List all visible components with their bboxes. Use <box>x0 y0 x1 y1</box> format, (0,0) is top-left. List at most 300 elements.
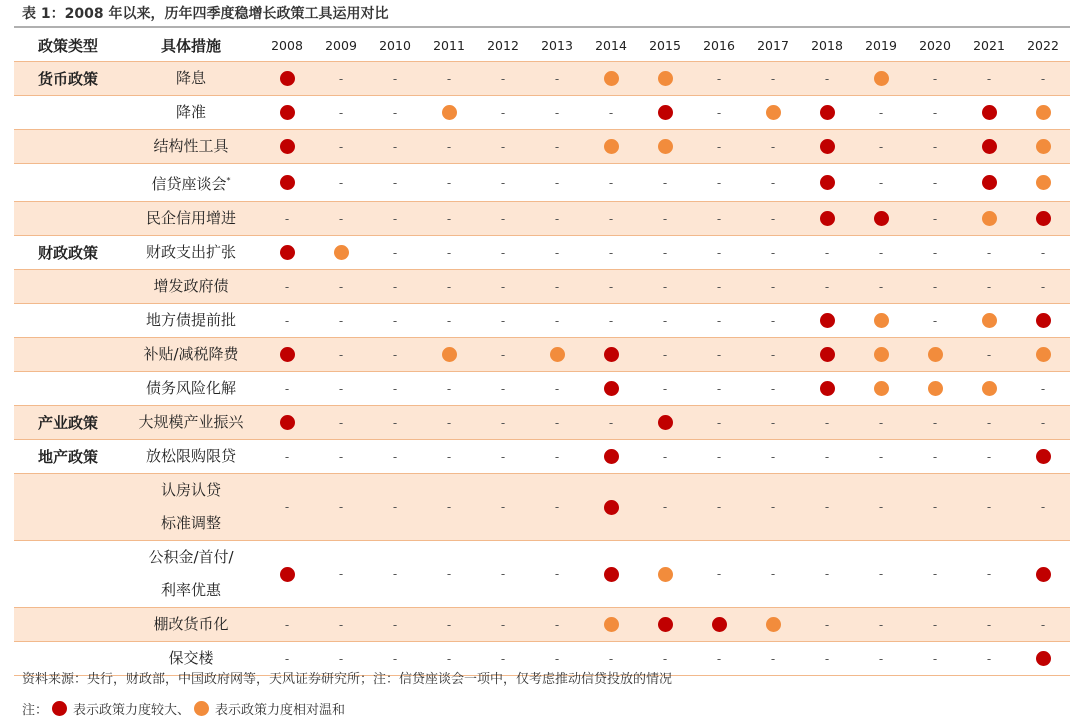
mild-policy-dot-icon <box>928 381 943 396</box>
year-cell <box>962 304 1016 338</box>
mild-policy-dot-icon <box>550 347 565 362</box>
policy-type-cell <box>14 338 122 372</box>
empty-dash: - <box>878 617 884 632</box>
empty-dash: - <box>554 449 560 464</box>
year-cell <box>692 440 746 474</box>
empty-dash: - <box>338 449 344 464</box>
policy-type-cell <box>14 164 122 202</box>
year-cell <box>260 202 314 236</box>
year-cell <box>638 130 692 164</box>
empty-dash: - <box>824 279 830 294</box>
empty-dash: - <box>716 175 722 190</box>
legend <box>22 699 345 718</box>
empty-dash: - <box>446 313 452 328</box>
year-cell <box>1016 130 1070 164</box>
legend-strong-label: 表示政策力度较大、 <box>73 703 191 718</box>
empty-dash: - <box>770 449 776 464</box>
year-cell <box>908 236 962 270</box>
year-cell <box>314 96 368 130</box>
year-cell <box>1016 406 1070 440</box>
year-cell <box>314 202 368 236</box>
mild-policy-dot-icon <box>766 617 781 632</box>
empty-dash: - <box>554 211 560 226</box>
empty-dash: - <box>716 415 722 430</box>
empty-dash: - <box>824 449 830 464</box>
year-cell <box>692 236 746 270</box>
empty-dash: - <box>554 381 560 396</box>
year-cell <box>584 304 638 338</box>
strong-policy-dot-icon <box>1036 651 1051 666</box>
empty-dash: - <box>662 347 668 362</box>
mild-policy-dot-icon <box>982 211 997 226</box>
year-cell <box>476 474 530 541</box>
year-cell <box>260 62 314 96</box>
year-cell <box>1016 96 1070 130</box>
measure-cell <box>122 130 260 164</box>
empty-dash: - <box>932 415 938 430</box>
policy-type-cell <box>14 304 122 338</box>
year-cell <box>368 270 422 304</box>
empty-dash: - <box>392 211 398 226</box>
mild-policy-dot-icon <box>658 567 673 582</box>
strong-policy-dot-icon <box>820 381 835 396</box>
empty-dash: - <box>662 651 668 666</box>
year-cell <box>530 130 584 164</box>
measure-cell <box>122 236 260 270</box>
empty-dash: - <box>1040 245 1046 260</box>
mild-policy-dot-icon <box>604 617 619 632</box>
empty-dash: - <box>608 175 614 190</box>
mild-policy-dot-icon <box>442 347 457 362</box>
empty-dash: - <box>770 279 776 294</box>
empty-dash: - <box>770 567 776 581</box>
empty-dash: - <box>446 500 452 514</box>
year-cell <box>1016 474 1070 541</box>
strong-policy-dot-icon <box>280 415 295 430</box>
empty-dash: - <box>500 500 506 514</box>
year-cell <box>962 541 1016 608</box>
table-row <box>14 372 1070 406</box>
empty-dash: - <box>338 313 344 328</box>
mild-policy-dot-icon <box>766 105 781 120</box>
legend-mild-dot-icon <box>194 701 209 716</box>
header-year: 2014 <box>584 29 638 62</box>
year-cell <box>908 338 962 372</box>
year-cell <box>476 440 530 474</box>
empty-dash: - <box>446 567 452 581</box>
empty-dash: - <box>500 71 506 86</box>
empty-dash: - <box>716 381 722 396</box>
year-cell <box>530 474 584 541</box>
year-cell <box>422 236 476 270</box>
year-cell <box>476 372 530 406</box>
policy-type-cell: 财政政策 <box>14 236 122 270</box>
year-cell <box>422 541 476 608</box>
empty-dash: - <box>392 381 398 396</box>
empty-dash: - <box>392 313 398 328</box>
year-cell <box>638 236 692 270</box>
year-cell <box>692 304 746 338</box>
empty-dash: - <box>392 105 398 120</box>
year-cell <box>260 406 314 440</box>
year-cell <box>530 372 584 406</box>
empty-dash: - <box>716 449 722 464</box>
table-row <box>14 304 1070 338</box>
year-cell <box>584 372 638 406</box>
year-cell <box>422 130 476 164</box>
empty-dash: - <box>716 313 722 328</box>
year-cell <box>800 130 854 164</box>
empty-dash: - <box>392 651 398 666</box>
year-cell <box>854 304 908 338</box>
year-cell <box>908 96 962 130</box>
empty-dash: - <box>878 245 884 260</box>
legend-prefix: 注： <box>22 703 49 718</box>
year-cell <box>962 164 1016 202</box>
empty-dash: - <box>554 245 560 260</box>
year-cell <box>422 202 476 236</box>
empty-dash: - <box>662 211 668 226</box>
year-cell <box>530 96 584 130</box>
year-cell <box>584 130 638 164</box>
strong-policy-dot-icon <box>280 105 295 120</box>
empty-dash: - <box>1040 500 1046 514</box>
year-cell <box>908 642 962 676</box>
strong-policy-dot-icon <box>280 175 295 190</box>
header-year: 2021 <box>962 29 1016 62</box>
policy-type-cell: 货币政策 <box>14 62 122 96</box>
empty-dash: - <box>662 313 668 328</box>
year-cell <box>368 96 422 130</box>
mild-policy-dot-icon <box>874 381 889 396</box>
table-row <box>14 338 1070 372</box>
year-cell <box>638 474 692 541</box>
year-cell <box>1016 608 1070 642</box>
header-year: 2018 <box>800 29 854 62</box>
year-cell <box>476 541 530 608</box>
empty-dash: - <box>824 500 830 514</box>
empty-dash: - <box>1040 415 1046 430</box>
year-cell <box>368 164 422 202</box>
year-cell <box>314 372 368 406</box>
legend-mild-label: 表示政策力度相对温和 <box>215 703 346 718</box>
empty-dash: - <box>1040 617 1046 632</box>
year-cell <box>692 202 746 236</box>
empty-dash: - <box>986 279 992 294</box>
year-cell <box>800 270 854 304</box>
measure-label: 信贷座谈会 <box>151 175 227 193</box>
year-cell <box>422 338 476 372</box>
empty-dash: - <box>392 415 398 430</box>
year-cell <box>314 270 368 304</box>
empty-dash: - <box>392 139 398 154</box>
year-cell <box>314 130 368 164</box>
year-cell <box>530 236 584 270</box>
mild-policy-dot-icon <box>334 245 349 260</box>
empty-dash: - <box>446 651 452 666</box>
year-cell <box>746 62 800 96</box>
mild-policy-dot-icon <box>982 381 997 396</box>
year-cell <box>260 304 314 338</box>
empty-dash: - <box>608 415 614 430</box>
year-cell <box>530 304 584 338</box>
year-cell <box>260 236 314 270</box>
strong-policy-dot-icon <box>604 347 619 362</box>
empty-dash: - <box>554 175 560 190</box>
year-cell <box>854 236 908 270</box>
empty-dash: - <box>554 617 560 632</box>
empty-dash: - <box>392 279 398 294</box>
year-cell <box>314 338 368 372</box>
year-cell <box>746 608 800 642</box>
year-cell <box>638 372 692 406</box>
year-cell <box>800 338 854 372</box>
mild-policy-dot-icon <box>604 139 619 154</box>
mild-policy-dot-icon <box>1036 105 1051 120</box>
year-cell <box>584 202 638 236</box>
empty-dash: - <box>500 279 506 294</box>
measure-label: 民企信用增进 <box>145 209 236 227</box>
year-cell <box>638 304 692 338</box>
measure-cell <box>122 338 260 372</box>
empty-dash: - <box>1040 71 1046 86</box>
measure-label: 放松限购限贷 <box>145 447 236 465</box>
empty-dash: - <box>878 139 884 154</box>
year-cell <box>800 236 854 270</box>
year-cell <box>746 202 800 236</box>
empty-dash: - <box>392 245 398 260</box>
policy-table <box>14 29 1070 676</box>
empty-dash: - <box>932 449 938 464</box>
year-cell <box>746 642 800 676</box>
year-cell <box>422 474 476 541</box>
empty-dash: - <box>608 651 614 666</box>
empty-dash: - <box>284 211 290 226</box>
policy-type-cell <box>14 202 122 236</box>
year-cell <box>530 406 584 440</box>
year-cell <box>260 474 314 541</box>
header-year: 2019 <box>854 29 908 62</box>
empty-dash: - <box>986 500 992 514</box>
year-cell <box>746 541 800 608</box>
year-cell <box>476 270 530 304</box>
strong-policy-dot-icon <box>604 500 619 515</box>
empty-dash: - <box>932 617 938 632</box>
year-cell <box>476 62 530 96</box>
year-cell <box>530 202 584 236</box>
empty-dash: - <box>932 139 938 154</box>
empty-dash: - <box>554 139 560 154</box>
year-cell <box>908 202 962 236</box>
empty-dash: - <box>392 175 398 190</box>
strong-policy-dot-icon <box>280 347 295 362</box>
year-cell <box>908 406 962 440</box>
year-cell <box>800 474 854 541</box>
empty-dash: - <box>392 567 398 581</box>
empty-dash: - <box>392 500 398 514</box>
empty-dash: - <box>554 567 560 581</box>
empty-dash: - <box>932 211 938 226</box>
year-cell <box>368 130 422 164</box>
year-cell <box>314 236 368 270</box>
year-cell <box>800 202 854 236</box>
empty-dash: - <box>716 651 722 666</box>
empty-dash: - <box>662 245 668 260</box>
empty-dash: - <box>392 449 398 464</box>
measure-label: 标准调整 <box>160 514 221 532</box>
year-cell <box>476 608 530 642</box>
empty-dash: - <box>1040 279 1046 294</box>
year-cell <box>692 474 746 541</box>
empty-dash: - <box>338 211 344 226</box>
year-cell <box>746 440 800 474</box>
measure-label: 利率优惠 <box>160 581 221 599</box>
year-cell <box>260 541 314 608</box>
year-cell <box>908 372 962 406</box>
policy-type-cell <box>14 608 122 642</box>
empty-dash: - <box>338 105 344 120</box>
mild-policy-dot-icon <box>874 347 889 362</box>
measure-cell <box>122 608 260 642</box>
year-cell <box>854 440 908 474</box>
year-cell <box>854 474 908 541</box>
measure-label: 增发政府债 <box>153 277 229 295</box>
measure-label: 债务风险化解 <box>145 379 236 397</box>
empty-dash: - <box>986 651 992 666</box>
header-year: 2015 <box>638 29 692 62</box>
year-cell <box>1016 164 1070 202</box>
year-cell <box>962 130 1016 164</box>
empty-dash: - <box>554 279 560 294</box>
year-cell <box>908 608 962 642</box>
measure-cell <box>122 62 260 96</box>
empty-dash: - <box>284 651 290 666</box>
empty-dash: - <box>338 347 344 362</box>
empty-dash: - <box>338 71 344 86</box>
year-cell <box>962 372 1016 406</box>
empty-dash: - <box>338 500 344 514</box>
policy-type-cell <box>14 372 122 406</box>
header-year: 2010 <box>368 29 422 62</box>
empty-dash: - <box>446 71 452 86</box>
year-cell <box>800 304 854 338</box>
year-cell <box>476 96 530 130</box>
footnote-marker: * <box>226 176 231 185</box>
empty-dash: - <box>824 617 830 632</box>
empty-dash: - <box>932 567 938 581</box>
year-cell <box>746 474 800 541</box>
year-cell <box>584 541 638 608</box>
year-cell <box>1016 236 1070 270</box>
empty-dash: - <box>338 567 344 581</box>
year-cell <box>314 474 368 541</box>
table-row <box>14 270 1070 304</box>
year-cell <box>854 608 908 642</box>
year-cell <box>854 406 908 440</box>
year-cell <box>260 164 314 202</box>
year-cell <box>638 338 692 372</box>
year-cell <box>368 474 422 541</box>
header-year: 2013 <box>530 29 584 62</box>
empty-dash: - <box>392 71 398 86</box>
year-cell <box>584 96 638 130</box>
strong-policy-dot-icon <box>1036 313 1051 328</box>
year-cell <box>530 62 584 96</box>
empty-dash: - <box>770 211 776 226</box>
empty-dash: - <box>878 449 884 464</box>
empty-dash: - <box>284 617 290 632</box>
table-title: 表 1：2008 年以来，历年四季度稳增长政策工具运用对比 <box>22 6 389 22</box>
empty-dash: - <box>446 245 452 260</box>
measure-label: 保交楼 <box>168 649 214 667</box>
year-cell <box>422 270 476 304</box>
empty-dash: - <box>446 381 452 396</box>
year-cell <box>584 608 638 642</box>
empty-dash: - <box>932 245 938 260</box>
empty-dash: - <box>500 651 506 666</box>
year-cell <box>584 406 638 440</box>
empty-dash: - <box>446 279 452 294</box>
empty-dash: - <box>446 617 452 632</box>
empty-dash: - <box>770 415 776 430</box>
empty-dash: - <box>932 71 938 86</box>
year-cell <box>476 406 530 440</box>
year-cell <box>1016 440 1070 474</box>
year-cell <box>260 608 314 642</box>
year-cell <box>638 96 692 130</box>
table-row <box>14 96 1070 130</box>
empty-dash: - <box>338 651 344 666</box>
year-cell <box>368 338 422 372</box>
empty-dash: - <box>338 415 344 430</box>
year-cell <box>368 541 422 608</box>
year-cell <box>800 440 854 474</box>
strong-policy-dot-icon <box>658 105 673 120</box>
empty-dash: - <box>284 381 290 396</box>
year-cell <box>368 440 422 474</box>
year-cell <box>800 164 854 202</box>
year-cell <box>530 440 584 474</box>
empty-dash: - <box>716 347 722 362</box>
empty-dash: - <box>932 500 938 514</box>
year-cell <box>638 202 692 236</box>
year-cell <box>530 541 584 608</box>
year-cell <box>314 304 368 338</box>
strong-policy-dot-icon <box>820 347 835 362</box>
year-cell <box>854 130 908 164</box>
empty-dash: - <box>878 500 884 514</box>
year-cell <box>908 440 962 474</box>
empty-dash: - <box>284 449 290 464</box>
year-cell <box>854 270 908 304</box>
year-cell <box>962 270 1016 304</box>
strong-policy-dot-icon <box>604 449 619 464</box>
year-cell <box>692 338 746 372</box>
year-cell <box>314 541 368 608</box>
empty-dash: - <box>716 567 722 581</box>
year-cell <box>692 270 746 304</box>
year-cell <box>908 62 962 96</box>
policy-type-cell: 地产政策 <box>14 440 122 474</box>
year-cell <box>1016 541 1070 608</box>
strong-policy-dot-icon <box>712 617 727 632</box>
year-cell <box>260 96 314 130</box>
mild-policy-dot-icon <box>658 139 673 154</box>
empty-dash: - <box>986 245 992 260</box>
measure-cell <box>122 270 260 304</box>
empty-dash: - <box>554 415 560 430</box>
strong-policy-dot-icon <box>982 175 997 190</box>
